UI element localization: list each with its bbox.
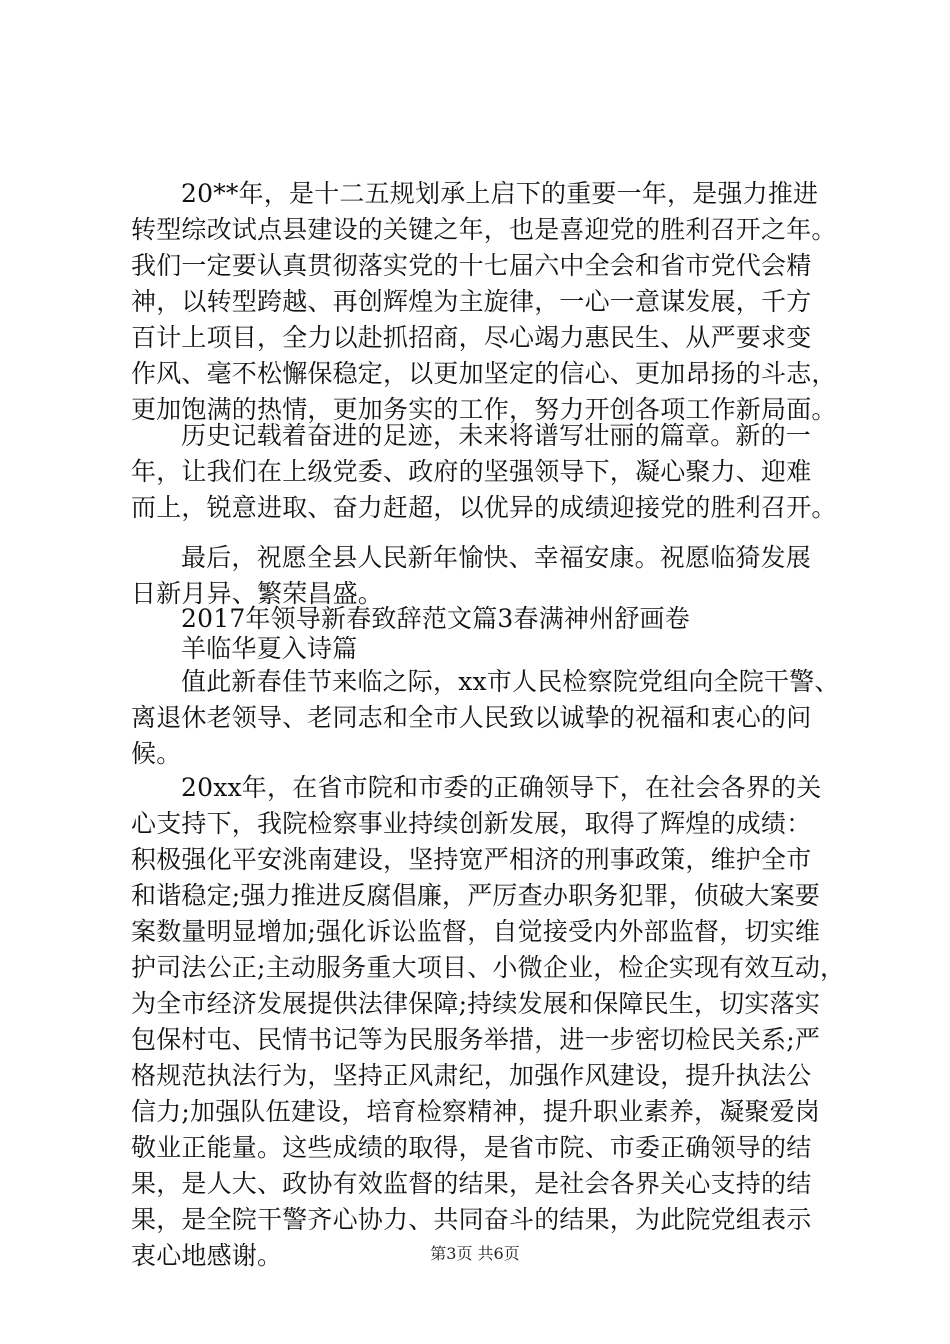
paragraph-line: 我们一定要认真贯彻落实党的十七届六中全会和省市党代会精 bbox=[131, 251, 812, 280]
paragraph-line: 日新月异、繁荣昌盛。 bbox=[131, 579, 384, 608]
paragraph-line: 更加饱满的热情，更加务实的工作，努力开创各项工作新局面。 bbox=[131, 395, 837, 424]
paragraph-line: 信力;加强队伍建设，培育检察精神，提升职业素养，凝聚爱岗 bbox=[131, 1097, 821, 1126]
paragraph-line: 护司法公正;主动服务重大项目、小微企业，检企实现有效互动， bbox=[131, 953, 846, 982]
heading-line: 羊临华夏入诗篇 bbox=[181, 634, 358, 663]
paragraph-1 bbox=[131, 176, 851, 428]
paragraph-line: 为全市经济发展提供法律保障;持续发展和保障民生，切实落实 bbox=[131, 989, 821, 1018]
paragraph-line: 最后，祝愿全县人民新年愉快、幸福安康。祝愿临猗发展 bbox=[181, 543, 812, 572]
paragraph-line: 和谐稳定;强力推进反腐倡廉，严厉查办职务犯罪，侦破大案要 bbox=[131, 881, 821, 910]
paragraph-line: 敬业正能量。这些成绩的取得，是省市院、市委正确领导的结 bbox=[131, 1133, 812, 1162]
paragraph-line: 包保村屯、民情书记等为民服务举措，进一步密切检民关系;严 bbox=[131, 1025, 821, 1054]
paragraph-2 bbox=[131, 418, 851, 526]
paragraph-line: 转型综改试点县建设的关键之年，也是喜迎党的胜利召开之年。 bbox=[131, 215, 837, 244]
paragraph-line: 案数量明显增加;强化诉讼监督，自觉接受内外部监督，切实维 bbox=[131, 917, 821, 946]
paragraph-line: 果，是人大、政协有效监督的结果，是社会各界关心支持的结 bbox=[131, 1169, 812, 1198]
paragraph-line: 候。 bbox=[131, 739, 182, 768]
paragraph-line: 历史记载着奋进的足迹，未来将谱写壮丽的篇章。新的一 bbox=[181, 421, 812, 450]
paragraph-line: 值此新春佳节来临之际，xx市人民检察院党组向全院干警、 bbox=[181, 667, 840, 696]
paragraph-line: 格规范执法行为，坚持正风肃纪，加强作风建设，提升执法公 bbox=[131, 1061, 812, 1090]
paragraph-line: 心支持下，我院检察事业持续创新发展，取得了辉煌的成绩： bbox=[131, 809, 812, 838]
paragraph-line: 百计上项目，全力以赴抓招商，尽心竭力惠民生、从严要求变 bbox=[131, 323, 812, 352]
paragraph-line: 作风、毫不松懈保稳定，以更加坚定的信心、更加昂扬的斗志， bbox=[131, 359, 837, 388]
page-footer: 第3页 共6页 bbox=[430, 1244, 520, 1263]
paragraph-line: 离退休老领导、老同志和全市人民致以诚挚的祝福和衷心的问 bbox=[131, 703, 812, 732]
paragraph-line: 神，以转型跨越、再创辉煌为主旋律，一心一意谋发展，千方 bbox=[131, 287, 812, 316]
paragraph-line: 20**年，是十二五规划承上启下的重要一年，是强力推进 bbox=[181, 179, 819, 208]
paragraph-3 bbox=[131, 540, 851, 612]
paragraph-line: 年，让我们在上级党委、政府的坚强领导下，凝心聚力、迎难 bbox=[131, 457, 812, 486]
paragraph-line: 而上，锐意进取、奋力赶超，以优异的成绩迎接党的胜利召开。 bbox=[131, 493, 837, 522]
paragraph-6 bbox=[131, 770, 851, 1274]
paragraph-line: 衷心地感谢。 bbox=[131, 1241, 283, 1270]
paragraph-line: 果，是全院干警齐心协力、共同奋斗的结果，为此院党组表示 bbox=[131, 1205, 812, 1234]
paragraph-line: 积极强化平安洮南建设，坚持宽严相济的刑事政策，维护全市 bbox=[131, 845, 812, 874]
heading-line: 2017年领导新春致辞范文篇3春满神州舒画卷 bbox=[181, 604, 690, 633]
paragraph-line: 20xx年，在省市院和市委的正确领导下，在社会各界的关 bbox=[181, 773, 822, 802]
section-heading bbox=[131, 604, 851, 664]
paragraph-5 bbox=[131, 664, 851, 772]
